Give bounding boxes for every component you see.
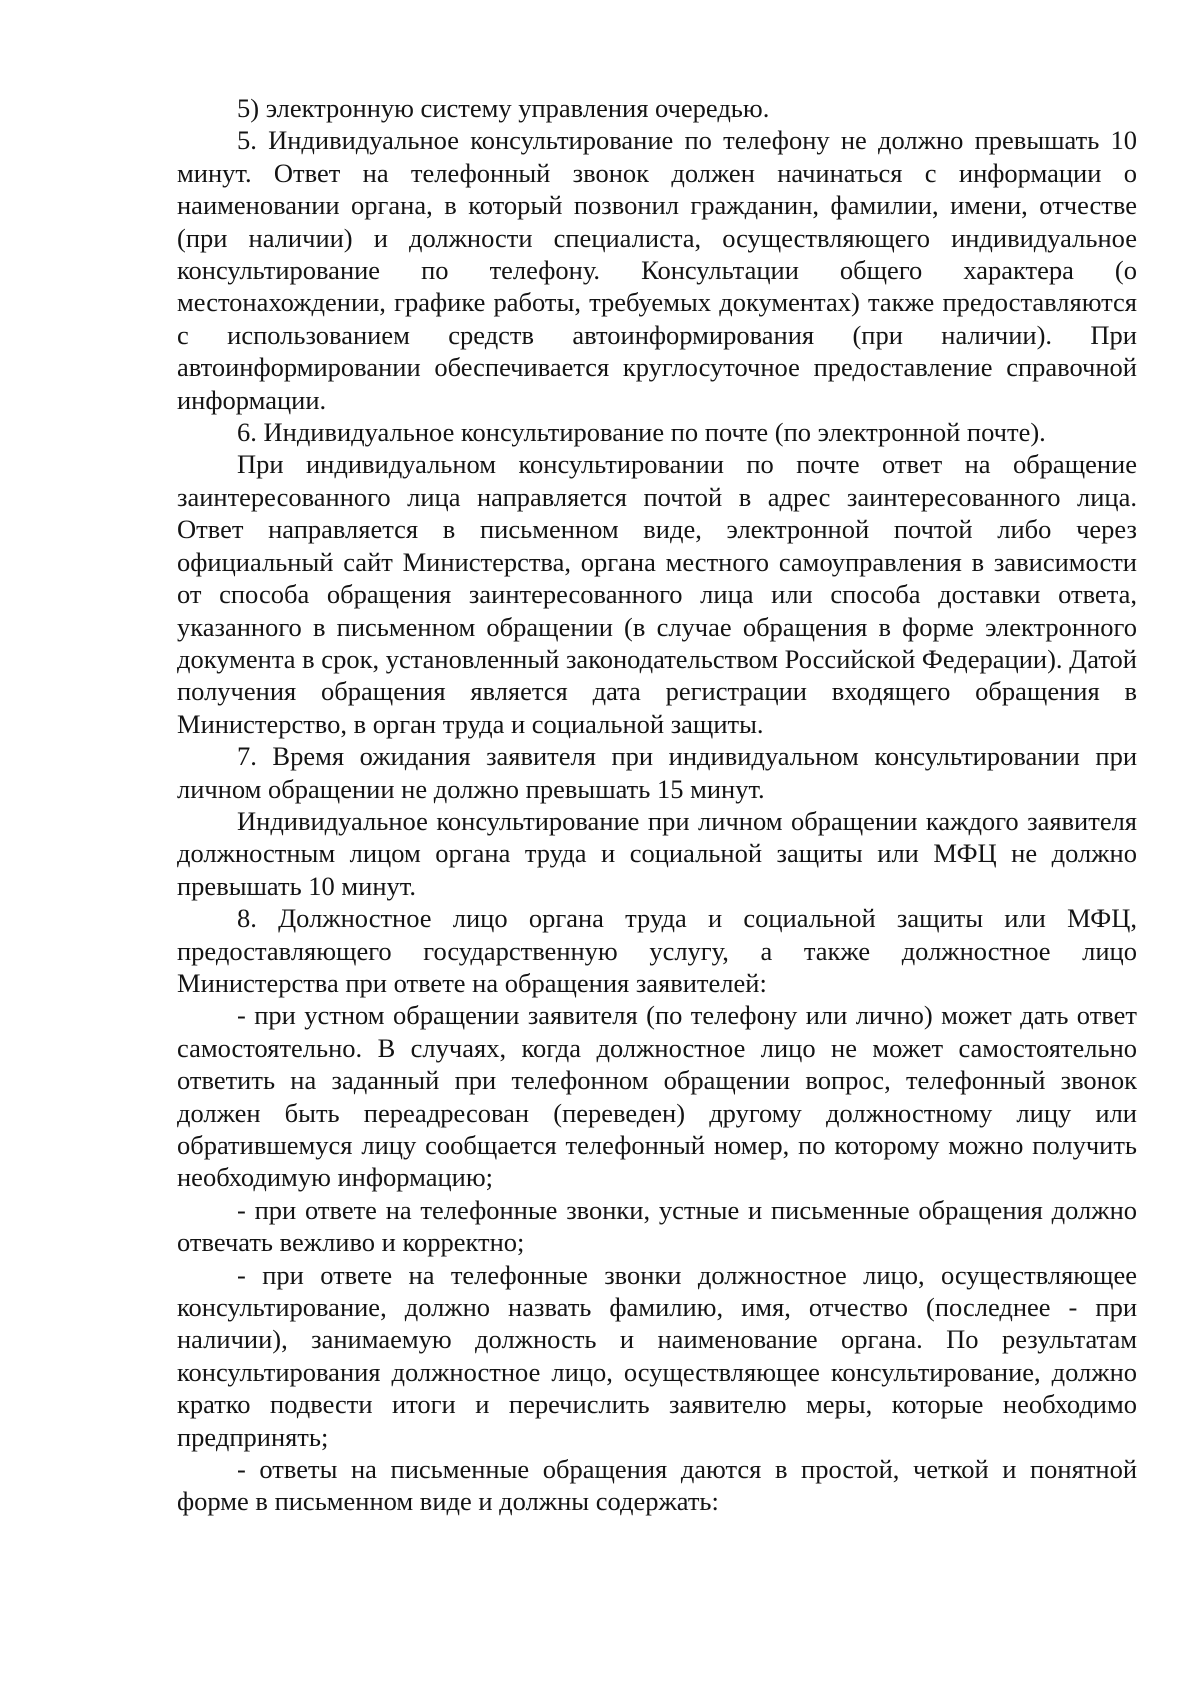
paragraph-mail-consulting: При индивидуальном консультировании по почте ответ на обращение заинтересованного лица направляется почтой в адрес заинтересованного лица. Ответ направляется в письменном виде, электронной почтой либо через официальный сайт Министерства, органа местного самоуправления в зависимости от способа обращения заинтересованного лица или способа доставки ответа, указанного в письменном обращении (в случае обращения в форме электронного документа в срок, установленный законодательством Российской Федерации). Датой получения обращения является дата регистрации входящего обращения в Министерство, в орган труда и социальной защиты. [177, 449, 1137, 739]
paragraph-mail-consulting-heading: 6. Индивидуальное консультирование по почте (по электронной почте). [237, 417, 1046, 448]
list-item-phone-answer: - при ответе на телефонные звонки должностное лицо, осуществляющее консультирование, должно назвать фамилию, имя, отчество (последнее - при наличии), занимаемую должность и наименование органа. По результатам консультирования должностное лицо, осуществляющее консультирование, должно кратко подвести итоги и перечислить заявителю меры, которые необходимо предпринять; [177, 1259, 1137, 1452]
paragraph-phone-consulting: 5. Индивидуальное консультирование по телефону не должно превышать 10 минут. Ответ на телефонный звонок должен начинаться с информации о наименовании органа, в который позвонил гражданин, фамилии, имени, отчестве (при наличии) и должности специалиста, осуществляющего индивидуальное консультирование по телефону. Консультации общего характера (о местонахождении, графике работы, требуемых документах) также предоставляются с использованием средств автоинформирования (при наличии). При автоинформировании обеспечивается круглосуточное предоставление справочной информации. [177, 125, 1137, 415]
list-item-written-answer: - ответы на письменные обращения даются в простой, четкой и понятной форме в письменном виде и должны содержать: [177, 1454, 1137, 1517]
document-body [177, 92, 1137, 1518]
paragraph-queue-system: 5) электронную систему управления очередью. [237, 93, 770, 123]
list-item-politeness: - при ответе на телефонные звонки, устные и письменные обращения должно отвечать вежливо и корректно; [177, 1194, 1137, 1258]
paragraph-personal-consulting: Индивидуальное консультирование при личном обращении каждого заявителя должностным лицом органа труда и социальной защиты или МФЦ не должно превышать 10 минут. [177, 805, 1137, 901]
list-item-oral-request: - при устном обращении заявителя (по телефону или лично) может дать ответ самостоятельно. В случаях, когда должностное лицо не может самостоятельно ответить на заданный при телефонном обращении вопрос, телефонный звонок должен быть переадресован (переведен) другому должностному лицу или обратившемуся лицу сообщается телефонный номер, по которому можно получить необходимую информацию; [177, 1000, 1137, 1193]
paragraph-waiting-time: 7. Время ожидания заявителя при индивидуальном консультировании при личном обращении не должно превышать 15 минут. [177, 741, 1137, 804]
paragraph-official-duties: 8. Должностное лицо органа труда и социальной защиты или МФЦ, предоставляющего государственную услугу, а также должностное лицо Министерства при ответе на обращения заявителей: [177, 903, 1137, 998]
